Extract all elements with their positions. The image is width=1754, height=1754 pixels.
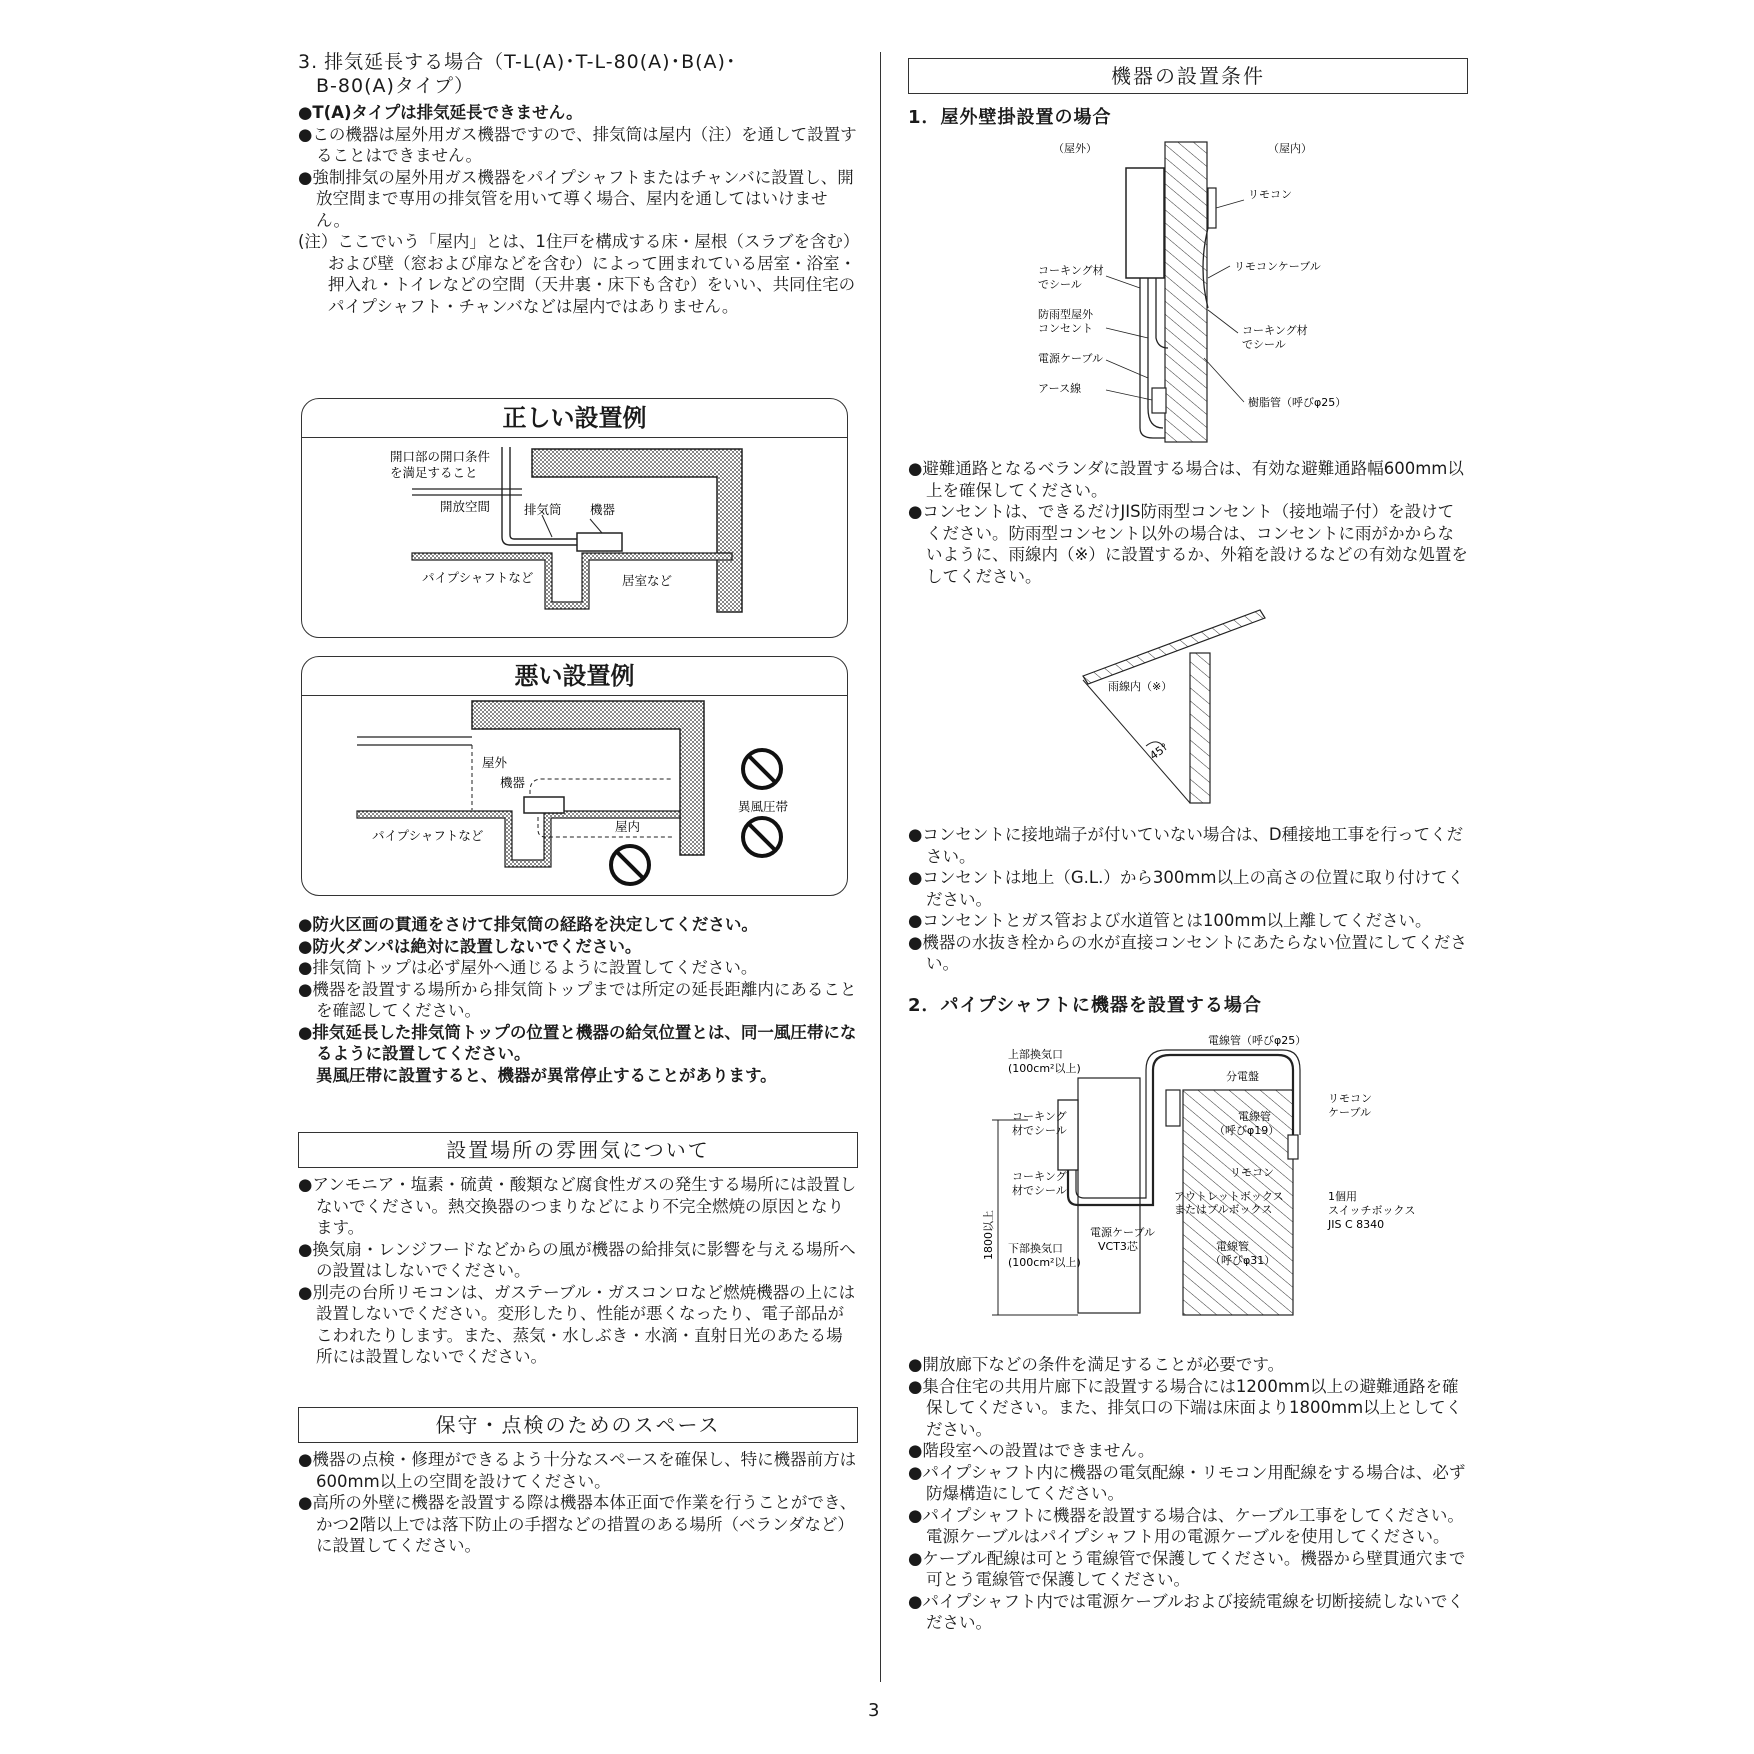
label-indoor: （屋内） [1268,142,1312,155]
page-number: 3 [868,1700,880,1721]
bullet: ●コンセントとガス管および水道管とは100mm以上離してください。 [908,911,1432,930]
label-device: 機器 [590,502,616,517]
bullet: ●コンセントは、できるだけJIS防雨型コンセント（接地端子付）を設けてください。防雨型コンセント以外の場合は、コンセントに雨がかからないように、雨線内（※）に設置するか、外箱を設けるなどの有効な処置をしてください。 [908,502,1468,586]
s1-heading: 1．屋外壁掛設置の場合 [908,107,1112,128]
label-caulk2-2: 材でシール [1012,1184,1067,1197]
bullet: ●高所の外壁に機器を設置する際は機器本体正面で作業を行うことができ、かつ2階以上では落下防止の手摺などの措置のある場所（ベランダなど）に設置してください。 [298,1493,857,1555]
bullet: ●機器の水抜き栓からの水が直接コンセントにあたらない位置にしてください。 [908,932,1467,973]
bullet: ●防火ダンパは絶対に設置しないでください。 [298,936,642,956]
remote-box [1288,1135,1298,1159]
section3-title-line2: B-80(A)タイプ） [316,75,475,97]
device-box [524,797,564,813]
install-conditions-title: 機器の設置条件 [908,58,1468,94]
label-caulk2-2: でシール [1242,338,1286,351]
pillar [1190,653,1210,803]
bullet: ●パイプシャフトに機器を設置する場合は、ケーブル工事をしてください。電源ケーブルはパイプシャフト用の電源ケーブルを使用してください。 [908,1505,1464,1546]
label-remote: リモコン [1230,1166,1274,1179]
atmosphere-title: 設置場所の雰囲気について [298,1132,858,1168]
label-device: 機器 [500,775,526,790]
bullet: ●コンセントに接地端子が付いていない場合は、D種接地工事を行ってください。 [908,825,1464,866]
s1-bullets [908,458,1468,587]
bullet: ●排気延長した排気筒トップの位置と機器の給気位置とは、同一風圧帯になるように設置してください。 [298,1022,857,1063]
bullet: ●階段室への設置はできません。 [908,1441,1155,1460]
label-outlet-box: アウトレットボックス [1174,1190,1284,1203]
bullet: ●機器の点検・修理ができるよう十分なスペースを確保し、特に機器前方は600mm以上の空間を設けてください。 [298,1450,857,1491]
bullet: ●ケーブル配線は可とう電線管で保護してください。機器から壁貫通穴まで可とう電線管で保護してください。 [908,1548,1466,1589]
bullet: ●避難通路となるベランダに設置する場合は、有効な避難通路幅600mm以上を確保してください。 [908,459,1464,500]
label-indoor: 屋内 [615,819,641,834]
prohibited-icon [743,750,781,788]
pipeshaft-diagram [908,1030,1468,1330]
label-remote-cable: リモコンケーブル [1234,260,1321,273]
left-column [298,50,858,1555]
label-remote-cable: リモコン [1328,1092,1372,1105]
note: (注）ここでいう「屋内」とは、1住戸を構成する床・屋根（スラブを含む）および壁（窓および扉などを含む）によって囲まれている居室・浴室・押入れ・トイレなどの空間（天井裏・床下も含む）をいい、共同住宅のパイプシャフト・チャンバなどは屋内ではありません。 [298,232,856,316]
label-outlet: 防雨型屋外 [1038,308,1093,321]
label-switch: 1個用 [1328,1190,1357,1203]
shaft-wall [1078,1078,1140,1313]
label-opening-2: を満足すること [390,465,478,480]
label-outlet-2: コンセント [1038,322,1093,335]
label-outdoor: （屋外） [1053,142,1097,155]
label-pipeshaft: パイプシャフトなど [422,570,534,585]
wall-mount-diagram [908,138,1468,448]
good-example-diagram [302,437,847,635]
label-ground: アース線 [1038,382,1082,395]
bad-example-panel [301,656,848,896]
bullet: ●パイプシャフト内に機器の電気配線・リモコン用配線をする場合は、必ず防爆構造にしてください。 [908,1462,1466,1503]
bullet: ●開放廊下などの条件を満足することが必要です。 [908,1355,1285,1374]
label-conduit31-2: （呼びφ31） [1210,1254,1276,1267]
label-lower-vent-2: (100cm²以上) [1008,1256,1081,1269]
label-caulk1-2: でシール [1038,278,1082,291]
label-caulk1-2: 材でシール [1012,1124,1067,1137]
label-conduit31: 電線管 [1216,1240,1249,1253]
label-upper-vent-2: (100cm²以上) [1008,1062,1081,1075]
label-lower-vent: 下部換気口 [1008,1242,1063,1255]
panel-box [1166,1090,1180,1126]
label-outlet-box-2: またはプルボックス [1174,1203,1273,1216]
label-caulk2: コーキング [1012,1170,1067,1183]
bullet: ●パイプシャフト内では電源ケーブルおよび接続電線を切断接続しないでください。 [908,1591,1464,1632]
s2-heading: 2．パイプシャフトに機器を設置する場合 [908,995,1262,1016]
label-height: 1800以上 [982,1210,995,1260]
section3-bullets [298,102,858,317]
label-switch-2: スイッチボックス [1328,1204,1416,1217]
bullet: ●集合住宅の共用片廊下に設置する場合には1200mm以上の避難通路を確保してください。また、排気口の下端は床面より1800mm以上としてください。 [908,1376,1463,1439]
bullet: ●機器を設置する場所から排気筒トップまでは所定の延長距離内にあることを確認してください。 [298,979,857,1020]
label-outdoor: 屋外 [482,755,508,770]
section3-number: 3. [298,51,319,73]
bad-example-title: 悪い設置例 [302,657,847,696]
label-pipeshaft: パイプシャフトなど [372,828,484,843]
label-pressure: 異風圧帯 [738,799,789,814]
bullet: ●排気筒トップは必ず屋外へ通じるように設置してください。 [298,958,758,977]
label-open-space: 開放空間 [440,499,491,514]
label-conduit25: 電線管（呼びφ25） [1208,1034,1307,1047]
column-divider [880,52,881,1682]
label-upper-vent: 上部換気口 [1008,1048,1063,1061]
heater-unit [1126,168,1164,278]
label-power-cable-2: VCT3芯 [1098,1240,1138,1253]
bullet-extra: 異風圧帯に設置すると、機器が異常停止することがあります。 [316,1065,777,1085]
good-example-panel [301,398,848,638]
bullet: ●アンモニア・塩素・硫黄・酸類など腐食性ガスの発生する場所には設置しないでください。熱交換器のつまりなどにより不完全燃焼の原因となります。 [298,1175,857,1237]
label-resin-pipe: 樹脂管（呼びφ25） [1248,396,1347,409]
angle-label: 45° [1147,740,1171,763]
label-power-cable: 電源ケーブル [1038,352,1104,365]
label-opening: 開口部の開口条件 [390,449,491,464]
label-exhaust: 排気筒 [524,502,562,517]
maintenance-section [298,1407,858,1557]
label-switch-3: JIS C 8340 [1328,1218,1385,1231]
s1-bullets2 [908,824,1468,975]
s2-bullets [908,1354,1468,1634]
bullet: ●強制排気の屋外用ガス機器をパイプシャフトまたはチャンバに設置し、開放空間まで専用の排気管を用いて導く場合、屋内を通してはいけません。 [298,167,854,230]
bullet: ●別売の台所リモコンは、ガステーブル・ガスコンロなど燃焼機器の上には設置しないでください。変形したり、性能が悪くなったり、電子部品がこわれたりします。また、蒸気・水しぶき・水滴・直射日光のあたる場所には設置しないでください。 [298,1282,856,1366]
bullet: ●換気扇・レンジフードなどからの風が機器の給排気に影響を与える場所への設置はしないでください。 [298,1239,856,1280]
label-remote: リモコン [1248,188,1292,201]
label-room: 居室など [622,573,673,588]
maintenance-title: 保守・点検のためのスペース [298,1407,858,1443]
prohibited-icon [743,818,781,856]
label-caulk2: コーキング材 [1242,324,1308,337]
bullet: ●防火区画の貫通をさけて排気筒の経路を決定してください。 [298,915,758,934]
bullet: ●この機器は屋外用ガス機器ですので、排気筒は屋内（注）を通して設置することはできません。 [298,124,857,165]
bullet: ●T(A)タイプは排気延長できません。 [298,103,583,122]
device-box [577,533,622,551]
wall [1165,142,1207,442]
label-panel: 分電盤 [1226,1070,1259,1083]
label-remote-cable-2: ケーブル [1328,1106,1372,1119]
section3-heading [298,50,858,74]
rain-line-label: 雨線内（※） [1108,680,1173,693]
prohibited-icon [611,846,649,884]
section3-title: 排気延長する場合（T-L(A)･T-L-80(A)･B(A)･ [324,51,737,73]
label-conduit19: 電線管 [1238,1110,1271,1123]
right-column [908,50,1468,1632]
label-caulk1: コーキング材 [1038,264,1104,277]
eave [1083,610,1265,684]
atmosphere-section [298,1132,858,1368]
rain-line-diagram [908,608,1468,808]
good-example-title: 正しい設置例 [302,399,847,438]
bad-example-diagram [302,695,847,893]
label-caulk1: コーキング [1012,1110,1067,1123]
fire-bullets [298,914,858,1086]
bullet: ●コンセントは地上（G.L.）から300mm以上の高さの位置に取り付けてください。 [908,868,1465,909]
label-conduit19-2: （呼びφ19） [1214,1124,1280,1137]
label-power-cable: 電源ケーブル [1090,1226,1156,1239]
